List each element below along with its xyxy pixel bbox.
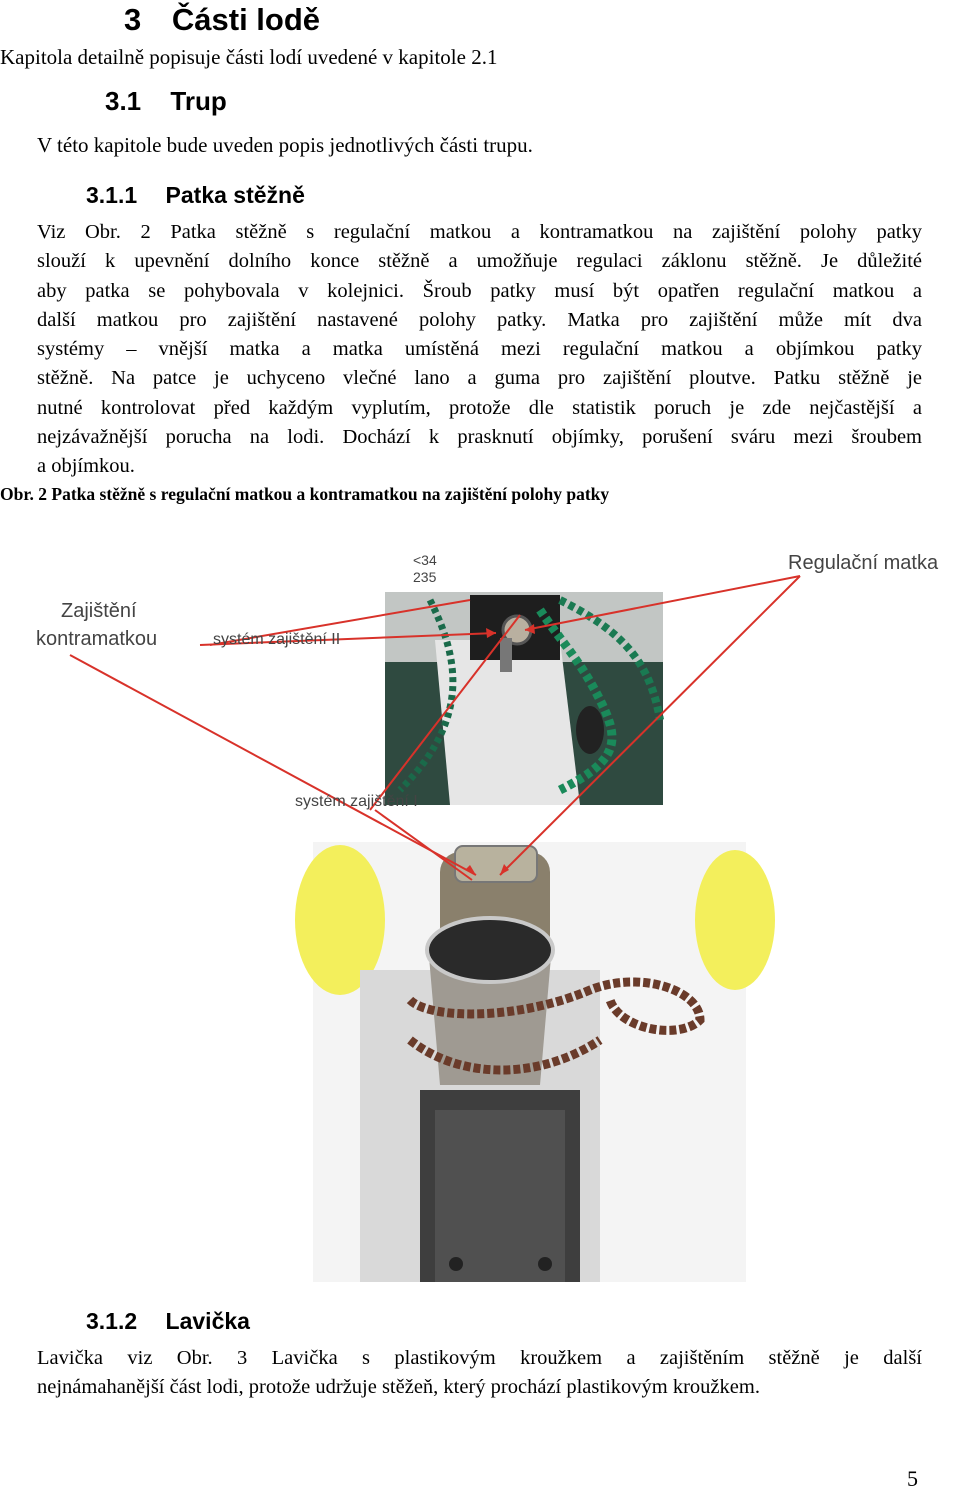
label-system-i: systém zajištění I — [295, 793, 418, 810]
paragraph-line: Lavička viz Obr. 3 Lavička s plastikovým kroužkem a zajištěním stěžně je další — [37, 1347, 922, 1369]
section-heading — [105, 86, 227, 117]
figure-photo — [0, 520, 960, 1290]
subsection-number: 3.1.1 — [86, 182, 138, 208]
paragraph-line: aby patka se pohybovala v kolejnici. Šroub patky musí být opatřen regulační matkou a — [37, 279, 922, 302]
chapter-number: 3 — [124, 2, 142, 37]
paragraph-line: stěžně. Na patce je uchyceno vlečné lano a guma pro zajištění ploutve. Patku stěžně je — [37, 367, 922, 390]
handwritten-number: 235 — [413, 569, 437, 585]
paragraph-line: nejzávažnější porucha na lodi. Dochází k prasknutí objímky, porušení sváru mezi šroubem — [37, 426, 922, 449]
subsection-title: Lavička — [165, 1308, 250, 1334]
label-kontramatkou: kontramatkou — [36, 628, 158, 650]
section-intro: V této kapitole bude uveden popis jednotlivých části trupu. — [37, 133, 533, 157]
paragraph-line: systémy – vnější matka a matka umístěná mezi regulační matkou a objímkou patky — [37, 338, 922, 361]
chapter-heading — [124, 2, 320, 38]
subsection-number: 3.1.2 — [86, 1308, 138, 1334]
handwritten-number: <34 — [413, 552, 437, 568]
paragraph-patka — [37, 218, 922, 482]
top-photo — [385, 592, 663, 805]
subsection-heading — [86, 182, 305, 209]
section-number: 3.1 — [105, 86, 142, 116]
paragraph-line: a objímkou. — [37, 455, 135, 478]
subsection-heading — [86, 1308, 250, 1335]
paragraph-line: slouží k upevnění dolního konce stěžně a umožňuje regulaci záklonu stěžně. Je důležité — [37, 250, 922, 273]
label-system-ii: systém zajištění II — [213, 631, 341, 648]
subsection-title: Patka stěžně — [165, 182, 305, 208]
chapter-intro: Kapitola detailně popisuje části lodí uvedené v kapitole 2.1 — [0, 45, 498, 69]
paragraph-line: Viz Obr. 2 Patka stěžně s regulační matkou a kontramatkou na zajištění polohy patky — [37, 221, 922, 243]
paragraph-line: nejnámahanější část lodi, protože udržuje stěžeň, který prochází plastikovým kroužkem. — [37, 1376, 760, 1399]
section-title: Trup — [170, 86, 227, 116]
label-zajisteni: Zajištění — [61, 600, 137, 622]
paragraph-lavicka — [37, 1344, 922, 1403]
label-regulacni-matka: Regulační matka — [788, 552, 939, 574]
bottom-photo — [295, 842, 775, 1282]
figure-caption: Obr. 2 Patka stěžně s regulační matkou a kontramatkou na zajištění polohy patky — [0, 484, 610, 504]
page-number: 5 — [907, 1466, 918, 1491]
chapter-title: Části lodě — [171, 2, 321, 37]
paragraph-line: další matkou pro zajištění nastavené polohy patky. Matka pro zajištění může mít dva — [37, 308, 922, 331]
paragraph-line: nutné kontrolovat před každým vyplutím, protože dle statistik poruch je zde nejčastější a — [37, 396, 922, 419]
